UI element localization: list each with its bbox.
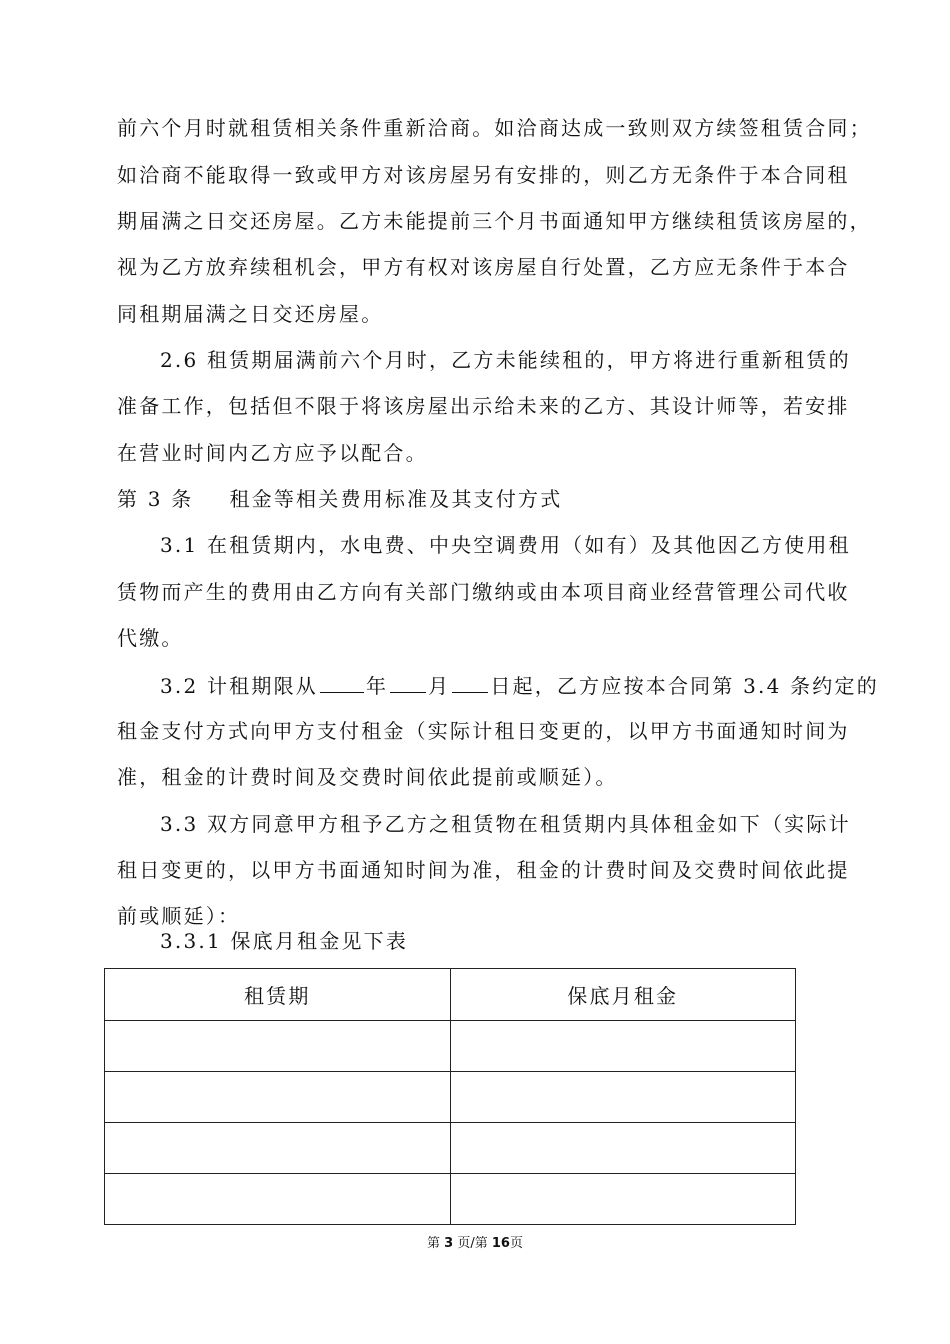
clause-3-2-suffix: 日起，乙方应按本合同第 3.4 条约定的 — [490, 674, 879, 698]
clause-3-3-line: 租日变更的，以甲方书面通知时间为准，租金的计费时间及交费时间依此提 — [117, 858, 850, 882]
current-page-number: 3 — [444, 1236, 454, 1251]
header-min-monthly-rent: 保底月租金 — [450, 969, 796, 1021]
header-lease-period: 租赁期 — [105, 969, 451, 1021]
table-header-row — [105, 969, 796, 1021]
clause-3-2-line: 准，租金的计费时间及交费时间依此提前或顺延）。 — [117, 765, 618, 789]
table-cell[interactable] — [105, 1021, 451, 1072]
day-blank[interactable] — [452, 670, 488, 693]
paragraph-line: 前六个月时就租赁相关条件重新洽商。如洽商达成一致则双方续签租赁合同； — [117, 116, 872, 140]
clause-2-6-line: 在营业时间内乙方应予以配合。 — [117, 441, 428, 465]
month-label: 月 — [428, 674, 451, 698]
table-row — [105, 1174, 796, 1225]
section-number: 第 3 条 — [117, 487, 194, 511]
clause-3-3-line: 前或顺延）： — [117, 904, 241, 928]
clause-3-2-prefix: 3.2 计租期限从 — [160, 674, 318, 698]
table-cell[interactable] — [450, 1123, 796, 1174]
table-cell[interactable] — [450, 1174, 796, 1225]
clause-3-2-line: 租金支付方式向甲方支付租金（实际计租日变更的，以甲方书面通知时间为 — [117, 719, 850, 743]
year-blank[interactable] — [320, 670, 364, 693]
footer-suffix: 页 — [509, 1236, 523, 1251]
table-row — [105, 1021, 796, 1072]
table-row — [105, 1072, 796, 1123]
rent-table — [104, 968, 796, 1225]
total-page-count: 16 — [491, 1236, 510, 1251]
clause-3-1-line: 3.1 在租赁期内，水电费、中央空调费用（如有）及其他因乙方使用租 — [160, 533, 851, 557]
month-blank[interactable] — [390, 670, 426, 693]
clause-2-6-line: 2.6 租赁期届满前六个月时，乙方未能续租的，甲方将进行重新租赁的 — [160, 348, 851, 372]
clause-3-1-line: 赁物而产生的费用由乙方向有关部门缴纳或由本项目商业经营管理公司代收 — [117, 580, 850, 604]
paragraph-line: 期届满之日交还房屋。乙方未能提前三个月书面通知甲方继续租赁该房屋的， — [117, 209, 872, 233]
paragraph-line: 视为乙方放弃续租机会，甲方有权对该房屋自行处置，乙方应无条件于本合 — [117, 255, 850, 279]
table-cell[interactable] — [105, 1072, 451, 1123]
table-cell[interactable] — [105, 1123, 451, 1174]
section-title: 租金等相关费用标准及其支付方式 — [229, 487, 563, 511]
footer-prefix: 第 — [427, 1236, 441, 1251]
section-3-heading — [117, 484, 562, 514]
year-label: 年 — [365, 674, 389, 698]
footer-separator: 页/第 — [457, 1236, 488, 1251]
paragraph-line: 如洽商不能取得一致或甲方对该房屋另有安排的，则乙方无条件于本合同租 — [117, 163, 850, 187]
clause-2-6-line: 准备工作，包括但不限于将该房屋出示给未来的乙方、其设计师等，若安排 — [117, 394, 850, 418]
table-cell[interactable] — [105, 1174, 451, 1225]
clause-3-3-line: 3.3 双方同意甲方租予乙方之租赁物在租赁期内具体租金如下（实际计 — [160, 812, 851, 836]
table-row — [105, 1123, 796, 1174]
table-cell[interactable] — [450, 1072, 796, 1123]
page-footer — [0, 1232, 950, 1251]
clause-3-3-1: 3.3.1 保底月租金见下表 — [160, 929, 409, 953]
clause-3-1-line: 代缴。 — [117, 626, 184, 650]
paragraph-line: 同租期届满之日交还房屋。 — [117, 302, 384, 326]
clause-3-2-line — [160, 670, 879, 701]
table-cell[interactable] — [450, 1021, 796, 1072]
